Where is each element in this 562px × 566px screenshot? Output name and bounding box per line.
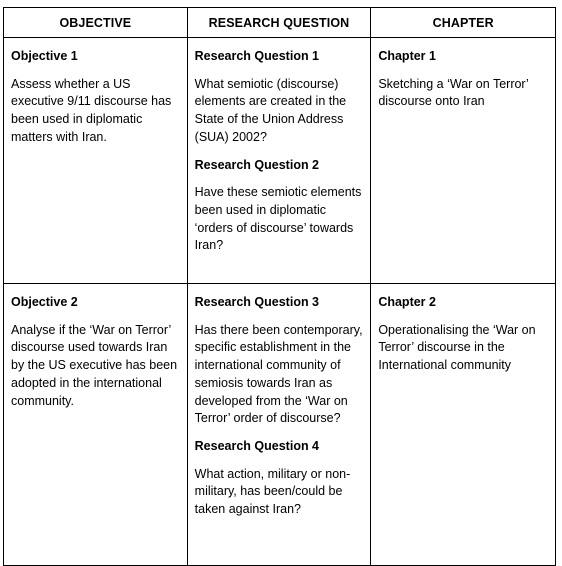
chapter-title: Chapter 2 <box>378 295 436 309</box>
research-question-text: Has there been contemporary, specific establishment in the international community of semiosis towards Iran as developed from the ‘War on Terror’ order of discourse? <box>194 322 363 426</box>
research-question-title: Research Question 1 <box>194 49 320 63</box>
chapter-text: Operationalising the ‘War on Terror’ discourse in the International community <box>378 322 536 373</box>
header-research-question: RESEARCH QUESTION <box>187 8 371 38</box>
objective-cell <box>4 38 188 284</box>
table-row-objective-2 <box>4 284 556 566</box>
research-table <box>3 7 556 566</box>
chapter-text: Sketching a ‘War on Terror’ discourse onto Iran <box>378 76 529 109</box>
header-objective: OBJECTIVE <box>4 8 188 38</box>
chapter-cell <box>371 284 556 566</box>
research-question-title: Research Question 3 <box>194 295 320 309</box>
research-question-text: Have these semiotic elements been used in diplomatic ‘orders of discourse’ towards Iran? <box>194 185 362 253</box>
objective-text: Assess whether a US executive 9/11 discourse has been used in diplomatic matters with Iran. <box>11 76 172 144</box>
objective-text: Analyse if the ‘War on Terror’ discourse used towards Iran by the US executive has been adopted in the international community. <box>11 322 178 408</box>
research-question-title: Research Question 2 <box>194 157 320 172</box>
objective-title: Objective 1 <box>11 49 78 63</box>
chapter-title: Chapter 1 <box>378 49 436 63</box>
objective-cell <box>4 284 188 566</box>
research-question-cell <box>187 38 371 284</box>
table-row-objective-1 <box>4 38 556 284</box>
research-question-title: Research Question 4 <box>194 438 320 453</box>
research-question-text: What action, military or non-military, has been/could be taken against Iran? <box>194 466 351 517</box>
objective-title: Objective 2 <box>11 295 78 309</box>
header-chapter: CHAPTER <box>371 8 556 38</box>
header-row <box>4 8 556 38</box>
research-question-cell <box>187 284 371 566</box>
research-question-text: What semiotic (discourse) elements are created in the State of the Union Address (SUA) 2002? <box>194 76 347 144</box>
chapter-cell <box>371 38 556 284</box>
